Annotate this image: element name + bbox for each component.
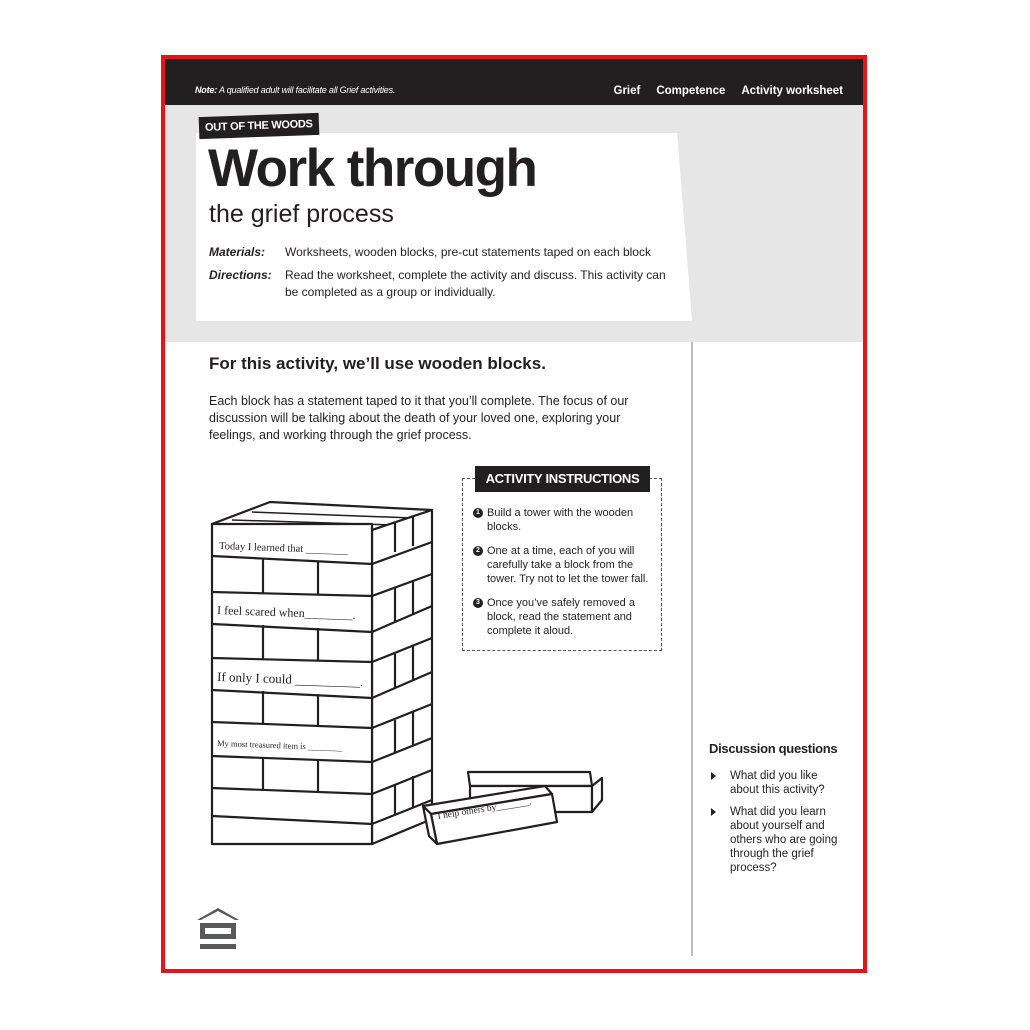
discussion-questions-heading: Discussion questions [709,741,838,756]
directions-label: Directions: [209,268,272,282]
materials-value: Worksheets, wooden blocks, pre-cut statements taped on each block [285,245,651,259]
breadcrumb-activity-worksheet: Activity worksheet [741,85,843,97]
breadcrumb-competence: Competence [656,85,726,97]
loose-block-top [468,772,592,786]
step-number-badge: 3 [473,598,483,608]
worksheet-page: Note: A qualified adult will facilitate all Grief activities. Grief Competence Activity worksheet OUT OF THE WOODS Work through the grief process Materials: Worksheets, wooden blocks, pre-cut statements taped on each block Directions: Read the worksheet, complete the activity and discuss. This activity can be completed as a group or individually. For this activity, we’ll use wooden blocks. Each block has a statement taped to it that you’ll complete. The focus of our discussion will be talking about the death of your loved one, exploring your feelings, and working through the grief process. Today I learned that ________ I feel scared when________. If only I could __________. My most treasured item is ________ I help others by_______. ACTIVITY INSTRUCTIONS 1 Build a tower with the wooden blocks. 2 One at a time, each of you will carefully take a block from the tower. Try not to let the tower fall. 3 Once you’ve safely removed a block, read the statement and complete it aloud. Discussion questions What did you like about this activity? What did you learn about yourself and others who are going through the grief process? [161,55,867,973]
block-statement-2: I feel scared when________. [216,603,356,622]
lead-heading: For this activity, we’ll use wooden blocks. [209,354,546,373]
series-tag: OUT OF THE WOODS [199,113,319,139]
publisher-logo [195,906,241,952]
directions-value: Read the worksheet, complete the activity and discuss. This activity can be completed as a group or individually. [285,268,666,299]
breadcrumb [614,85,844,97]
block-statement-4: My most treasured item is ________ [216,738,343,753]
column-divider [691,342,693,956]
block-statement-1: Today I learned that ________ [218,541,348,557]
breadcrumb-grief: Grief [613,85,641,97]
header-bar [165,59,863,105]
bullet-triangle-icon [711,808,716,816]
page-subtitle: the grief process [209,200,394,228]
step-number-badge: 2 [473,546,483,556]
block-statement-3: If only I could __________. [216,669,364,690]
bullet-triangle-icon [711,772,716,780]
facilitator-note: Note: A qualified adult will facilitate all Grief activities. [195,85,396,95]
activity-instructions-heading: ACTIVITY INSTRUCTIONS [475,466,650,492]
materials-label: Materials: [209,245,266,259]
page-title: Work through [208,139,537,198]
step-number-badge: 1 [473,508,483,518]
block-statement-5: I help others by_______. [436,797,533,822]
intro-paragraph: Each block has a statement taped to it that you’ll complete. The focus of our discussion will be talking about the death of your loved one, exploring your feelings, and working through the grief process. [209,394,629,442]
